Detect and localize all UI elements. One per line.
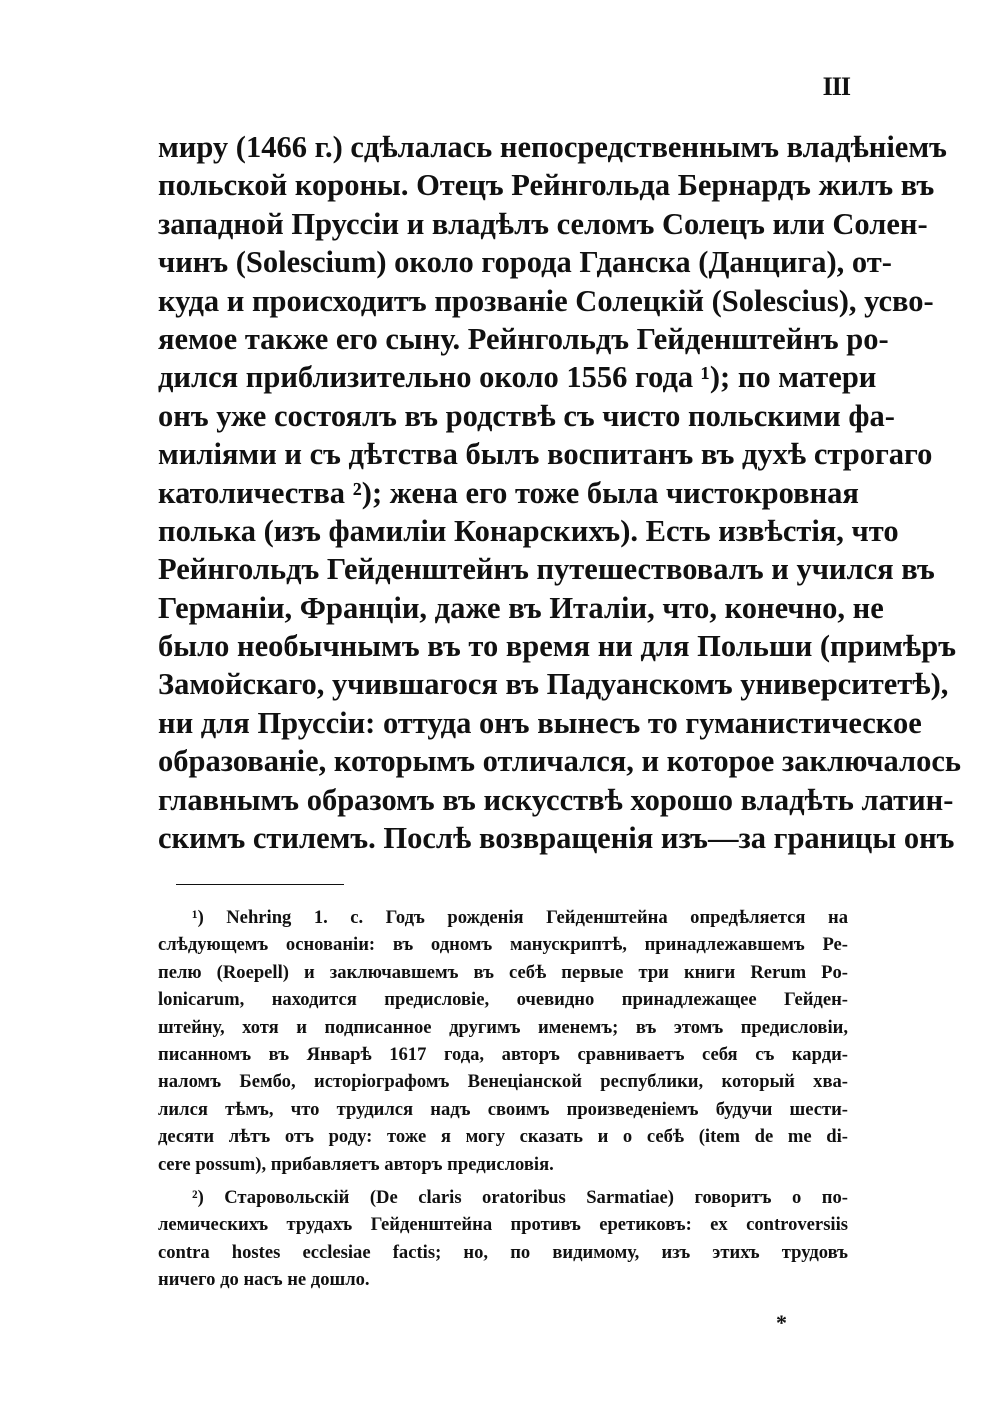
body-line: Германіи, Франціи, даже въ Италіи, что, конечно, не [158, 590, 884, 625]
body-line: образованіе, которымъ отличался, и которое заключалось [158, 744, 962, 779]
footnote-line: contra hostes ecclesiae factis; но, по видимому, изъ этихъ трудовъ [158, 1241, 848, 1263]
body-line: главнымъ образомъ въ искусствѣ хорошо владѣть латин- [158, 782, 954, 817]
body-line: польской короны. Отецъ Рейнгольда Бернардъ жилъ въ [158, 168, 935, 203]
footnote-line: пелю (Roepell) и заключавшемъ въ себѣ первые три книги Rerum Po- [158, 961, 848, 983]
footnote-1 [158, 904, 848, 1178]
body-line: скимъ стилемъ. Послѣ возвращенія изъ—за границы онъ [158, 821, 955, 856]
body-line: миліями и съ дѣтства былъ воспитанъ въ духѣ строгаго [158, 437, 933, 472]
footnote-line: ²) Старовольскій (De claris oratoribus Sarmatiae) говоритъ о по- [192, 1186, 848, 1208]
body-line: куда и происходитъ прозваніе Солецкій (Solescius), усво- [158, 283, 934, 318]
body-line: яемое также его сыну. Рейнгольдъ Гейденштейнъ ро- [158, 321, 889, 356]
footnote-line: лемическихъ трудахъ Гейденштейна противъ еретиковъ: ex controversiis [158, 1214, 848, 1236]
footnote-line: десяти лѣтъ отъ роду: тоже я могу сказать и о себѣ (item de me di- [158, 1126, 848, 1148]
body-line: миру (1466 г.) сдѣлалась непосредственнымъ владѣніемъ [158, 130, 947, 164]
body-line: дился приблизительно около 1556 года ¹); по матери [158, 360, 877, 395]
printer-mark: * [776, 1310, 787, 1335]
footnote-line: cere possum), прибавляетъ авторъ предисловія. [158, 1153, 554, 1175]
body-line: было необычнымъ въ то время ни для Польши (примѣръ [158, 629, 956, 664]
footnote-line: писанномъ въ Январѣ 1617 года, авторъ сравниваетъ себя съ карди- [158, 1043, 848, 1065]
footnote-line: лился тѣмъ, что трудился надъ своимъ произведеніемъ будучи шести- [158, 1098, 848, 1120]
footnote-2 [158, 1184, 848, 1294]
footnote-line: штейну, хотя и подписанное другимъ именемъ; въ этомъ предисловіи, [158, 1016, 848, 1038]
footnote-line: ничего до насъ не дошло. [158, 1269, 370, 1291]
body-line: онъ уже состоялъ въ родствѣ съ чисто польскими фа- [158, 398, 895, 433]
body-line: католичества ²); жена его тоже была чистокровная [158, 475, 859, 510]
body-text [158, 128, 962, 857]
footnotes [158, 904, 848, 1293]
body-line: полька (изъ фамиліи Конарскихъ). Есть извѣстія, что [158, 513, 899, 548]
body-line: западной Пруссіи и владѣлъ селомъ Солецъ или Солен- [158, 206, 928, 241]
body-line: Рейнгольдъ Гейденштейнъ путешествовалъ и учился въ [158, 552, 935, 587]
footnote-line: lonicarum, находится предисловіе, очевидно принадлежащее Гейден- [158, 989, 848, 1011]
footnote-line: наломъ Бембо, исторіографомъ Венеціанской республики, который хва- [158, 1071, 848, 1093]
footnote-divider [176, 884, 344, 885]
page-number: III [822, 72, 850, 101]
footnote-line: слѣдующемъ основаніи: въ одномъ манускриптѣ, принадлежавшемъ Ре- [158, 934, 848, 956]
body-line: чинъ (Solescium) около города Гданска (Данцига), от- [158, 245, 892, 280]
body-line: ни для Пруссіи: оттуда онъ вынесъ то гуманистическое [158, 705, 922, 740]
body-line: Замойскаго, учившагося въ Падуанскомъ университетѣ), [158, 667, 949, 702]
footnote-line: ¹) Nehring 1. c. Годъ рожденія Гейденштейна опредѣляется на [192, 907, 848, 928]
